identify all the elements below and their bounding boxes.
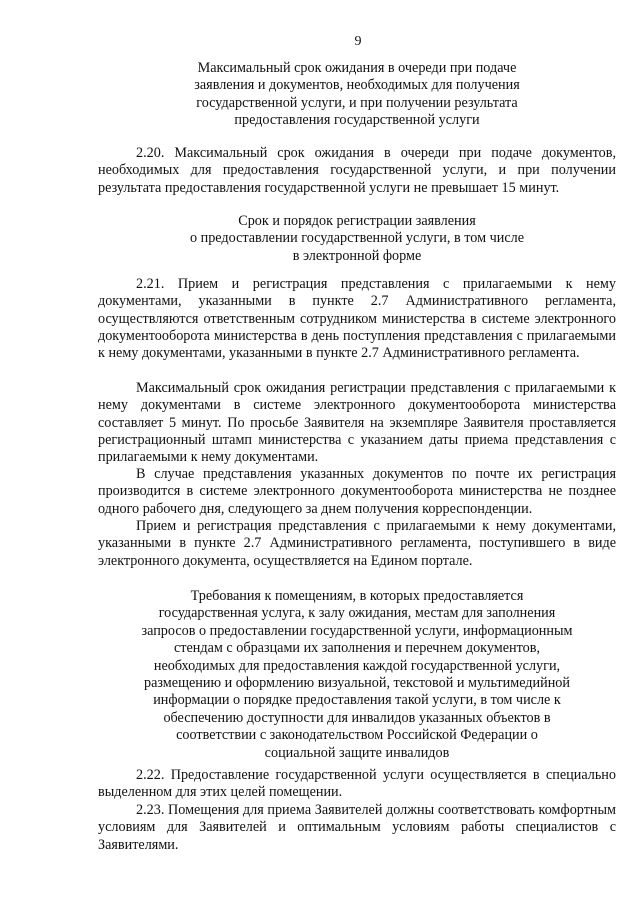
paragraph-max-registration-time: Максимальный срок ожидания регистрации представления с прилагаемыми к нему документами в системе электронного документооборота министерства составляет 5 минут. По просьбе Заявителя на экземпляре Заявителя проставляется регистрационный штамп министерства с указанием даты приема представления с прилагаемыми к нему документами.	[98, 380, 616, 466]
heading-line: запросов о предоставлении государственной услуги, информационным	[141, 622, 573, 639]
paragraph-2-22: 2.22. Предоставление государственной услуги осуществляется в специально выделенном для этих целей помещении.	[98, 767, 616, 801]
heading-line: в электронной форме	[292, 247, 422, 264]
heading-line: Требования к помещениям, в которых предоставляется	[190, 588, 524, 604]
paragraph-2-21: 2.21. Прием и регистрация представления с прилагаемыми к нему документами, указанными в пункте 2.7 Административного регламента, осуществляются ответственным сотрудником министерства в системе электронного документооборота министерства в день поступления представления с прилагаемыми к нему документами, указанными в пункте 2.7 Административного регламента.	[98, 276, 616, 362]
heading-line: государственная услуга, к залу ожидания, местам для заполнения	[158, 605, 556, 622]
heading-line: государственной услуги, и при получении результата	[196, 94, 518, 111]
heading-line: информации о порядке предоставления такой услуги, в том числе к	[153, 692, 561, 709]
paragraph-electronic-registration: Прием и регистрация представления с прилагаемыми к нему документами, указанными в пункте 2.7 Административного регламента, поступившего в виде электронного документа, осуществляется на Едином портале.	[98, 518, 616, 569]
paragraph-mail-registration: В случае представления указанных документов по почте их регистрация производится в системе электронного документооборота министерства не позднее одного рабочего дня, следующего за днем получения корреспонденции.	[98, 466, 616, 517]
page-number: 9	[354, 34, 362, 49]
heading-line: обеспечению доступности для инвалидов указанных объектов в	[163, 709, 551, 726]
heading-waiting-time	[98, 60, 616, 130]
paragraph-2-23: 2.23. Помещения для приема Заявителей должны соответствовать комфортным условиям для Заявителей и оптимальным условиям работы специалистов с Заявителями.	[98, 802, 616, 853]
heading-line: размещению и оформлению визуальной, текстовой и мультимедийной	[144, 675, 570, 692]
heading-line: предоставления государственной услуги	[234, 112, 480, 129]
heading-line: социальной защите инвалидов	[264, 744, 450, 761]
heading-line: Срок и порядок регистрации заявления	[238, 213, 476, 229]
heading-line: необходимых для предоставления каждой государственной услуги,	[153, 657, 561, 674]
heading-line: соответствии с законодательством Российской Федерации о	[176, 727, 538, 744]
heading-registration	[98, 213, 616, 265]
heading-premises-requirements	[98, 588, 616, 762]
heading-line: Максимальный срок ожидания в очереди при подаче	[197, 60, 517, 76]
paragraph-2-20: 2.20. Максимальный срок ожидания в очереди при подаче документов, необходимых для предоставления государственной услуги, и при получении результата предоставления государственной услуги не превышает 15 минут.	[98, 145, 616, 196]
heading-line: заявления и документов, необходимых для получения	[194, 77, 520, 94]
heading-line: о предоставлении государственной услуги, в том числе	[189, 230, 525, 247]
heading-line: стендам с образцами их заполнения и перечнем документов,	[173, 640, 540, 657]
